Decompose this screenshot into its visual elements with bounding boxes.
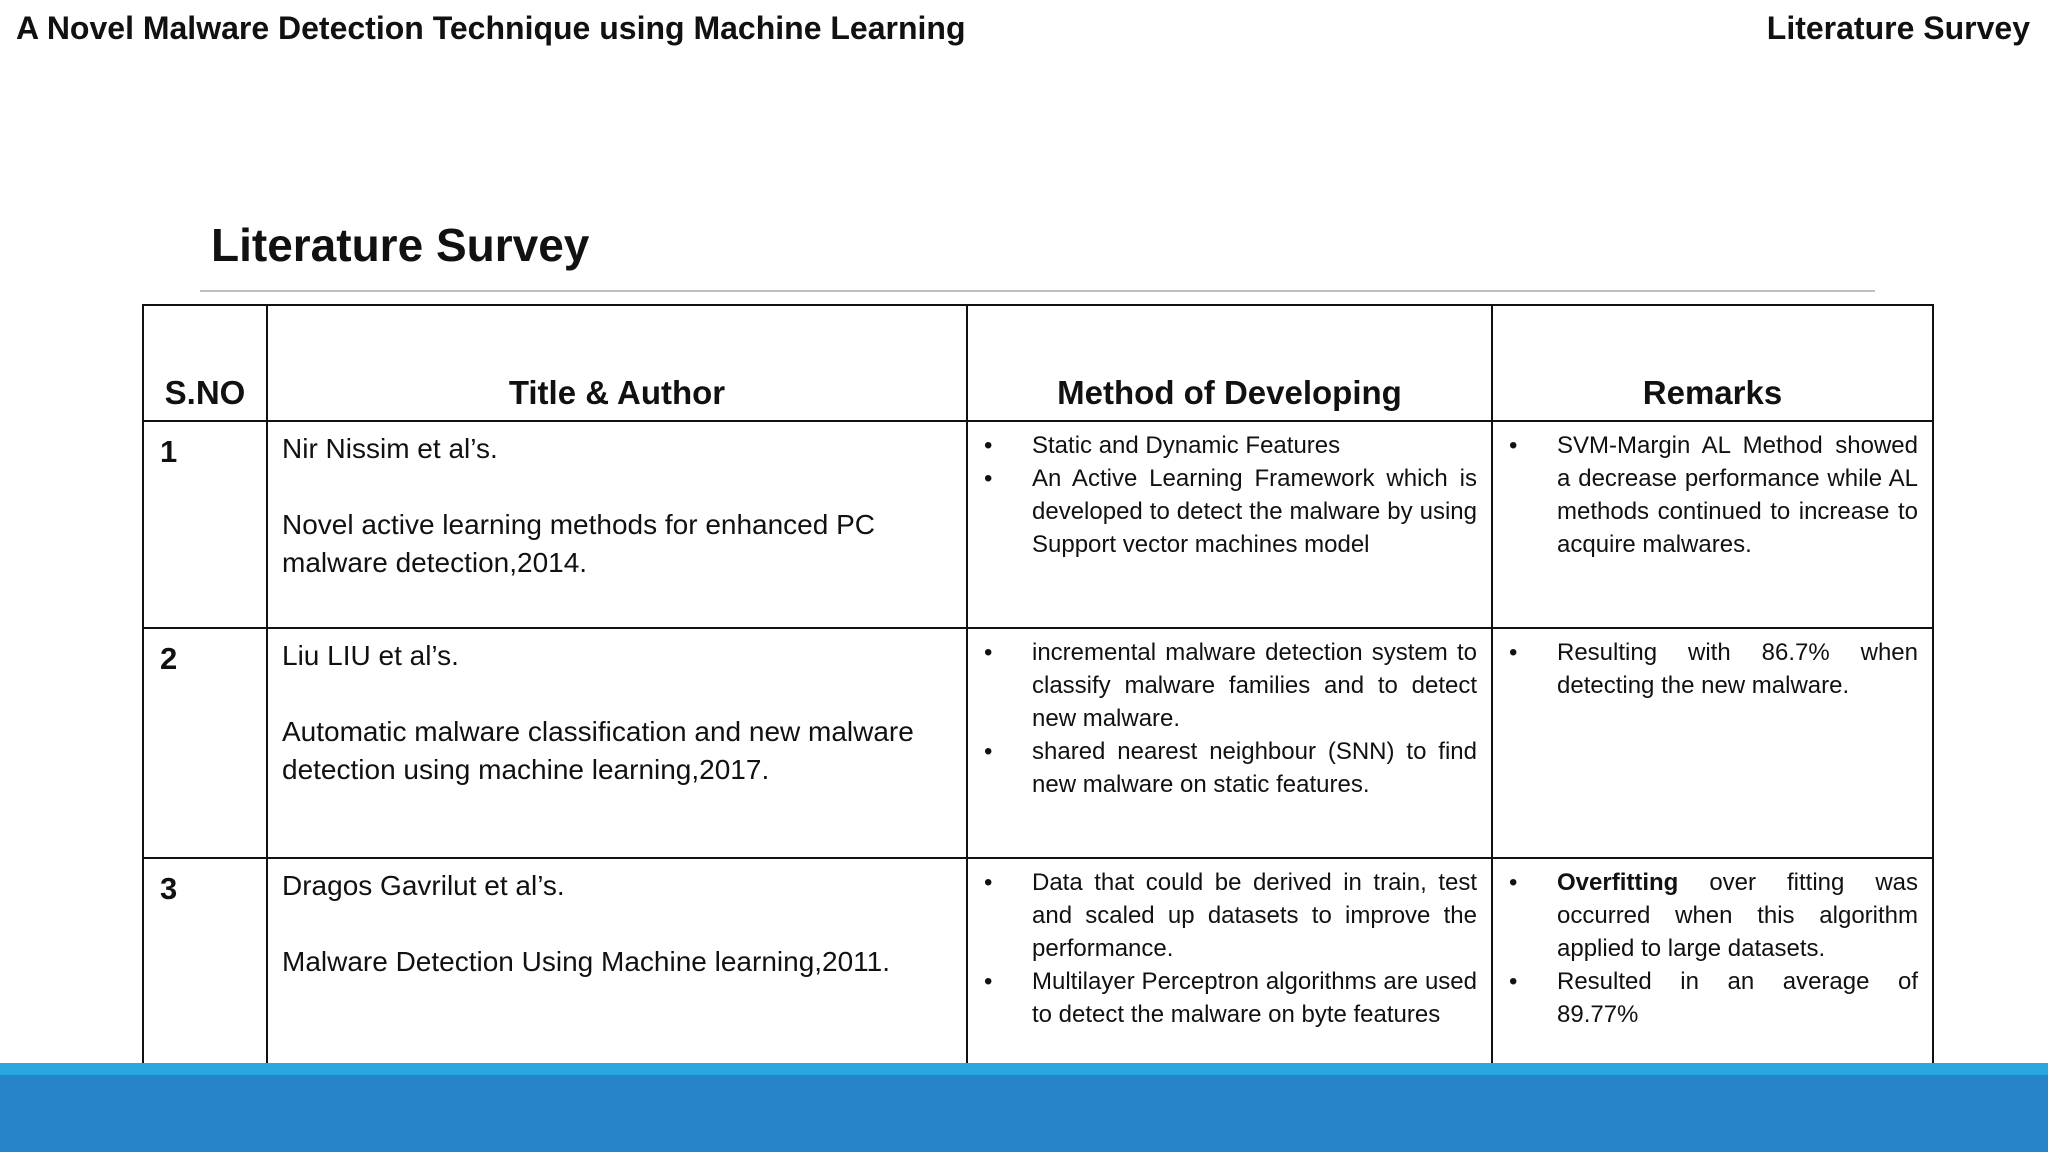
section-label: Literature Survey [1766, 10, 2030, 46]
paper-title: Automatic malware classification and new malware detection using machine learning,2017. [282, 716, 914, 785]
method-item: • Data that could be derived in train, test and scaled up datasets to improve the performance. [976, 866, 1477, 965]
bullet-icon: • [1509, 968, 1518, 995]
remarks-cell [1492, 421, 1933, 628]
header-remarks: Remarks [1492, 305, 1933, 421]
row-sno: 2 [143, 628, 267, 858]
bullet-icon: • [984, 738, 993, 765]
project-title: A Novel Malware Detection Technique using Machine Learning [16, 10, 966, 46]
bullet-icon: • [984, 639, 993, 666]
remark-item: • Resulting with 86.7% when detecting the new malware. [1501, 636, 1918, 702]
bullet-icon: • [1509, 869, 1518, 896]
header-sno: S.NO [143, 305, 267, 421]
bullet-icon: • [984, 432, 993, 459]
header-method: Method of Developing [967, 305, 1492, 421]
paper-title: Novel active learning methods for enhanced PC malware detection,2014. [282, 509, 876, 578]
slide-title: Literature Survey [211, 219, 590, 271]
bullet-icon: • [984, 465, 993, 492]
remark-item: • Overfitting over fitting was occurred when this algorithm applied to large datasets. [1501, 866, 1918, 965]
remark-keyword: Overfitting [1557, 869, 1679, 896]
remark-item: • Resulted in an average of 89.77% [1501, 965, 1918, 1031]
table-header-row [143, 305, 1933, 421]
paper-title: Malware Detection Using Machine learning,2011. [282, 946, 891, 977]
author-name: Liu LIU et al’s. [282, 640, 459, 671]
title-author-cell [267, 421, 967, 628]
row-sno: 1 [143, 421, 267, 628]
bullet-icon: • [1509, 432, 1518, 459]
bullet-icon: • [984, 869, 993, 896]
method-item: • Multilayer Perceptron algorithms are used to detect the malware on byte features [976, 965, 1477, 1031]
author-name: Dragos Gavrilut et al’s. [282, 870, 565, 901]
row-sno: 3 [143, 858, 267, 1132]
remark-item: • SVM-Margin AL Method showed a decrease performance while AL methods continued to increase to acquire malwares. [1501, 429, 1918, 561]
method-item: • shared nearest neighbour (SNN) to find new malware on static features. [976, 735, 1477, 801]
method-cell [967, 421, 1492, 628]
author-name: Nir Nissim et al’s. [282, 433, 498, 464]
header-title-author: Title & Author [267, 305, 967, 421]
footer-accent-stripe [0, 1063, 2048, 1075]
table-row [143, 628, 1933, 858]
method-cell [967, 628, 1492, 858]
bullet-icon: • [1509, 639, 1518, 666]
method-item: • An Active Learning Framework which is developed to detect the malware by using Support vector machines model [976, 462, 1477, 561]
bullet-icon: • [984, 968, 993, 995]
method-item: • Static and Dynamic Features [976, 429, 1477, 462]
remarks-cell [1492, 628, 1933, 858]
title-author-cell [267, 628, 967, 858]
literature-survey-table [142, 304, 1934, 1133]
method-item: • incremental malware detection system to classify malware families and to detect new malware. [976, 636, 1477, 735]
table-row [143, 421, 1933, 628]
title-divider [200, 290, 1875, 292]
footer-band [0, 1075, 2048, 1152]
